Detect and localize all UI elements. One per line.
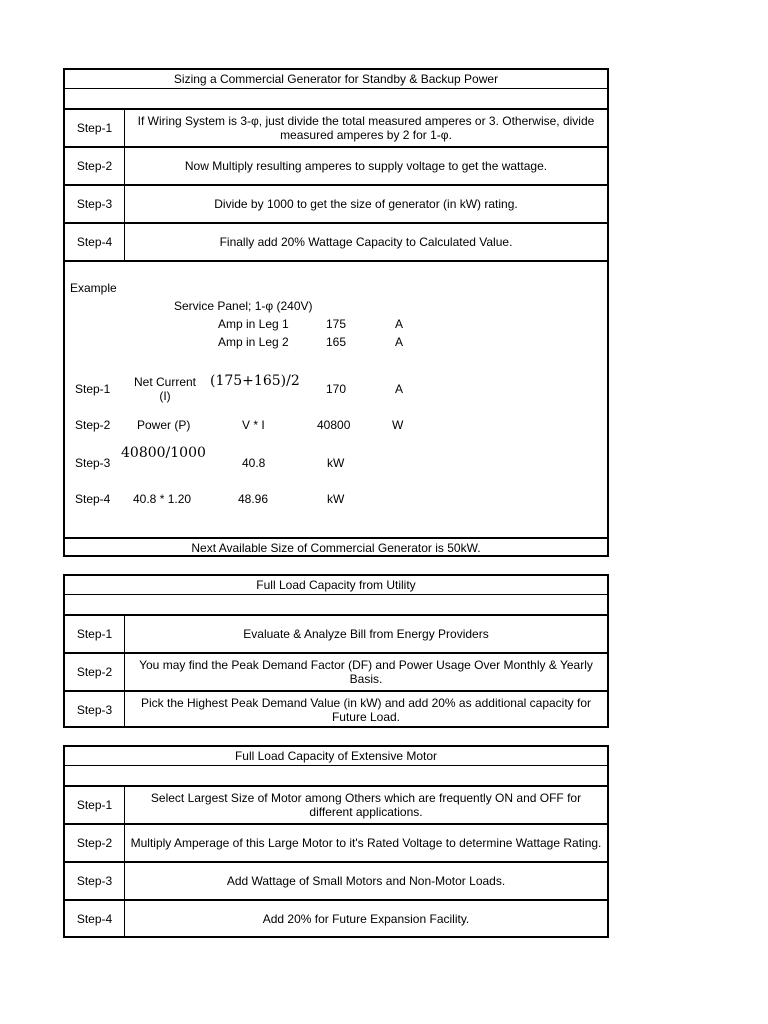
step-text: Evaluate & Analyze Bill from Energy Providers [243, 627, 489, 641]
generator-sizing-table [63, 68, 609, 557]
power-label: Power (P) [137, 418, 191, 432]
step-label: Step-1 [76, 627, 113, 641]
step-text: You may find the Peak Demand Factor (DF) and Power Usage Over Monthly & Yearly Basis. [139, 658, 593, 686]
step-label: Step-1 [76, 121, 113, 135]
table-title: Full Load Capacity of Extensive Motor [234, 749, 438, 763]
step-text: Multiply Amperage of this Large Motor to it's Rated Voltage to determine Wattage Rating. [130, 836, 602, 850]
divider [65, 765, 607, 766]
net-current-value: 170 [326, 382, 347, 396]
power-formula: V * I [242, 418, 265, 432]
kw-formula: 40800/1000 [121, 445, 206, 461]
net-current-formula: (175+165)/2 [210, 373, 300, 389]
service-panel-label: Service Panel; 1-φ (240V) [174, 299, 313, 313]
leg2-unit: A [395, 335, 404, 349]
step-text: If Wiring System is 3-φ, just divide the total measured amperes or 3. Otherwise, divide measured amperes by 2 for 1-φ. [137, 114, 595, 142]
step-text: Divide by 1000 to get the size of generator (in kW) rating. [214, 197, 518, 211]
step-text: Add 20% for Future Expansion Facility. [262, 912, 470, 926]
divider [65, 260, 607, 262]
capacity-unit: kW [327, 492, 345, 506]
step-label: Step-4 [76, 235, 113, 249]
table-footer: Next Available Size of Commercial Generator is 50kW. [191, 541, 481, 555]
capacity-formula: 40.8 * 1.20 [133, 492, 192, 506]
table-title: Sizing a Commercial Generator for Standby & Backup Power [173, 72, 499, 86]
step-text: Pick the Highest Peak Demand Value (in kW) and add 20% as additional capacity for Future Load. [140, 696, 592, 724]
divider [65, 594, 607, 595]
step-text: Select Largest Size of Motor among Others which are frequently ON and OFF for different applications. [150, 791, 582, 819]
example-step-label: Step-4 [75, 492, 111, 506]
step-label: Step-2 [76, 836, 113, 850]
step-text: Finally add 20% Wattage Capacity to Calculated Value. [219, 235, 513, 249]
table-title: Full Load Capacity from Utility [256, 578, 416, 592]
example-step-label: Step-2 [75, 418, 111, 432]
step-label: Step-3 [76, 874, 113, 888]
net-current-label: Net Current (I) [133, 375, 197, 403]
leg1-unit: A [395, 317, 404, 331]
step-label: Step-1 [76, 798, 113, 812]
step-label: Step-3 [76, 703, 113, 717]
leg1-label: Amp in Leg 1 [218, 317, 289, 331]
utility-capacity-table [63, 574, 609, 728]
step-label: Step-4 [76, 912, 113, 926]
step-label: Step-3 [76, 197, 113, 211]
leg1-value: 175 [326, 317, 347, 331]
motor-capacity-table [63, 745, 609, 938]
step-text: Add Wattage of Small Motors and Non-Motor Loads. [226, 874, 506, 888]
leg2-label: Amp in Leg 2 [218, 335, 289, 349]
power-unit: W [392, 418, 404, 432]
example-step-label: Step-3 [75, 456, 111, 470]
step-label: Step-2 [76, 665, 113, 679]
leg2-value: 165 [326, 335, 347, 349]
kw-value: 40.8 [242, 456, 266, 470]
net-current-unit: A [395, 382, 404, 396]
capacity-value: 48.96 [238, 492, 269, 506]
example-step-label: Step-1 [75, 382, 111, 396]
example-heading: Example [70, 281, 117, 295]
step-label: Step-2 [76, 159, 113, 173]
step-text: Now Multiply resulting amperes to supply voltage to get the wattage. [184, 159, 548, 173]
power-value: 40800 [317, 418, 351, 432]
divider [65, 88, 607, 89]
kw-unit: kW [327, 456, 345, 470]
